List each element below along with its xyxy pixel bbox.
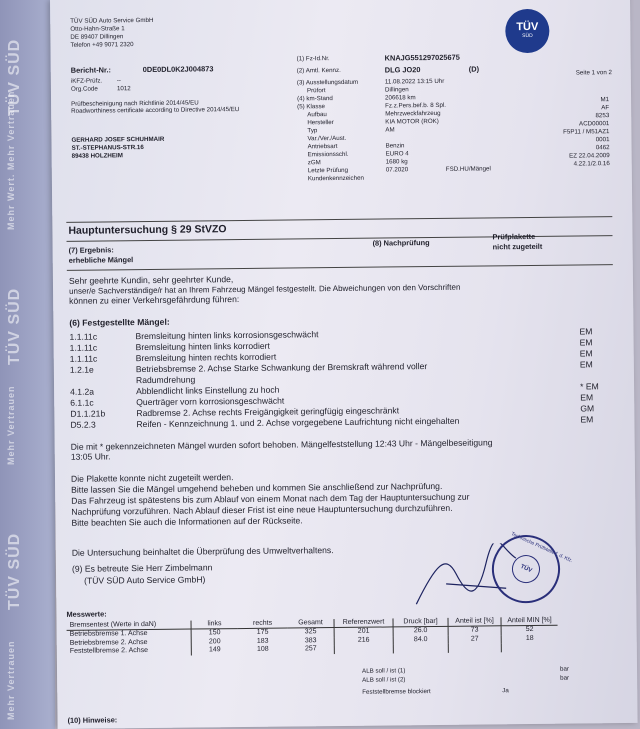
table-cell: 108	[256, 645, 269, 654]
sticker-label: Prüfplakette	[492, 231, 536, 242]
watermark-text: TÜV SÜD	[6, 532, 23, 610]
body-code: AF	[601, 104, 610, 112]
table-cell: 201	[334, 627, 393, 637]
table-cell: 52	[525, 626, 534, 634]
column-header: rechts	[238, 620, 288, 629]
logo-text: TÜV	[516, 20, 539, 34]
vehicle-maker: KIA MOTOR (ROK)	[385, 117, 439, 126]
result-label: (7) Ergebnis:	[68, 245, 114, 255]
inspection-title: Hauptuntersuchung § 29 StVZO	[68, 223, 227, 237]
sticker-note: Nachprüfung vorzuführen. Nach Ablauf dieser Frist ist eine neue Hauptuntersuchung durchzuführen.	[71, 502, 453, 517]
table-cell: 150	[208, 629, 221, 637]
intro-line: Sehr geehrte Kundin, sehr geehrter Kunde,	[68, 274, 234, 286]
defect-severity: GM	[580, 403, 595, 414]
vehicle-label-plate: (2) Amtl. Kennz.	[296, 66, 341, 75]
watermark-text: Mehr Vertrauen	[6, 385, 16, 465]
vehicle-label-place: Prüfort	[306, 87, 326, 95]
defect-text: Bremsleitung hinten rechts korrodiert	[135, 351, 277, 364]
column-header: Anteil MIN [%]	[501, 617, 558, 626]
brake-measurements-table	[67, 617, 558, 657]
defect-text: Radumdrehung	[135, 374, 196, 386]
defect-text: Bremsleitung hinten links korrosionsgeschwächt	[135, 329, 319, 342]
vehicle-label-customer: Kundenkennzeichen	[307, 174, 364, 183]
table-cell: Betriebsbremse 1. Achse	[67, 629, 192, 639]
watermark-text: Mehr Wert. Mehr Vertrauen	[6, 90, 16, 230]
column-header: links	[191, 620, 238, 629]
notes-label: (10) Hinweise:	[67, 715, 118, 725]
table-cell: 216	[334, 636, 393, 645]
divider	[67, 264, 613, 271]
ikfz-value: --	[116, 77, 122, 85]
issuer-street: Otto-Hahn-Straße 1	[70, 25, 125, 33]
table-cell: 73	[448, 626, 501, 635]
reinspection-label: (8) Nachprüfung	[372, 238, 430, 248]
software-version: 4.22.1/2.0.16	[573, 160, 610, 168]
defect-text: Betriebsbremse 2. Achse Starke Schwankung der Bremskraft während voller	[135, 361, 428, 375]
parking-brake-label: Feststellbremse blockiert	[362, 688, 431, 696]
bar-unit: bar	[560, 674, 570, 682]
intro-line: unser/e Sachverständige/r hat an Ihrem Fahrzeug Mängel festgestellt. Die Abweichungen von den Vorschriften	[69, 282, 461, 296]
column-header: Referenzwert	[334, 618, 393, 628]
parking-brake-value: Ja	[502, 687, 509, 695]
defect-text: Querträger vorn korrosionsgeschwächt	[136, 395, 285, 408]
owner-street: ST.-STEPHANUS-STR.16	[71, 144, 144, 152]
column-header: Druck [bar]	[393, 618, 448, 627]
vehicle-label-km: (4) km-Stand	[297, 95, 333, 103]
defect-severity: EM	[579, 337, 593, 348]
table-cell	[501, 643, 558, 652]
vehicle-class: Fz.z.Pers.bef.b. 8 Spl.	[385, 101, 447, 110]
defect-text: Reifen - Kennzeichnung 1. und 2. Achse vorgegebene Laufrichtung nicht eingehalten	[136, 415, 460, 430]
defect-severity: EM	[580, 392, 594, 403]
vehicle-drive: Benzin	[385, 142, 405, 150]
issuer-phone: Telefon +49 9071 2320	[70, 41, 134, 49]
table-cell	[448, 644, 501, 653]
column-header: Gesamt	[288, 619, 335, 628]
alb-line-1: ALB soll / ist (1)	[362, 667, 406, 675]
table-cell: 183	[256, 637, 269, 645]
directive-de: Prüfbescheinigung nach Richtlinie 2014/45/EU	[71, 99, 199, 108]
vehicle-label-type: Typ	[307, 127, 318, 135]
table-cell: 26.0	[393, 627, 448, 636]
defect-code: 1.1.11c	[69, 342, 98, 353]
defect-text: Radbremse 2. Achse rechts Freigängigkeit geringfügig eingeschränkt	[136, 405, 400, 419]
defect-code: 6.1.1c	[70, 397, 94, 408]
table-cell	[393, 644, 448, 653]
star-note: 13:05 Uhr.	[70, 451, 111, 462]
defect-code: 4.1.2a	[70, 386, 95, 397]
vehicle-label-date: (3) Ausstellungsdatum	[296, 78, 359, 87]
defect-code: D5.2.3	[70, 419, 96, 430]
sticker-status: nicht zugeteilt	[492, 241, 543, 252]
stamp-center: TÜV	[507, 551, 544, 588]
variant-code: F5P11 / M51AZ1	[563, 128, 610, 136]
vehicle-type: AM	[385, 126, 395, 134]
watermark-text: Mehr Vertrauen	[6, 640, 16, 720]
defect-text: Abblendlicht links Einstellung zu hoch	[136, 384, 280, 397]
defect-severity: * EM	[580, 381, 599, 392]
table-cell: 27	[448, 635, 501, 644]
vehicle-fsd: FSD.HU/Mängel	[445, 165, 491, 173]
vehicle-label-emission: Emissionsschl.	[307, 150, 349, 159]
column-header: Anteil ist [%]	[448, 617, 501, 626]
star-note: Die mit * gekennzeichneten Mängel wurden sofort behoben. Mängelfeststellung 12:43 Uhr - Mängelbeseitigung	[70, 437, 493, 452]
vehicle-plate: DLG JO20	[384, 65, 421, 75]
watermark-text: TÜV SÜD	[6, 38, 23, 116]
vehicle-last-test: 07.2020	[385, 166, 409, 174]
org-code-label: Org.Code	[70, 85, 98, 93]
defect-code: 1.1.11c	[69, 353, 98, 364]
vehicle-label-body: Aufbau	[307, 111, 327, 119]
defect-text: Bremsleitung hinten links korrodiert	[135, 340, 270, 353]
vehicle-body: Mehrzweckfahrzeug	[385, 109, 441, 118]
table-cell: 257	[288, 645, 335, 654]
divider	[66, 216, 612, 223]
page-number: Seite 1 von 2	[575, 69, 612, 77]
vehicle-label-drive: Antriebsart	[307, 142, 338, 151]
defect-code: D1.1.21b	[70, 408, 106, 419]
environment-note: Die Untersuchung beinhaltet die Überprüfung des Umweltverhaltens.	[71, 545, 334, 558]
vehicle-label-maker: Hersteller	[307, 119, 334, 127]
examiner-line: (9) Es betreute Sie Herr Zimbelmann	[71, 562, 213, 574]
examiner-company: (TÜV SÜD Auto Service GmbH)	[84, 574, 206, 586]
vehicle-d-label: (D)	[468, 64, 480, 74]
issuer-name: TÜV SÜD Auto Service GmbH	[70, 16, 154, 25]
vehicle-label-weight: zGM	[307, 159, 321, 167]
sticker-note: Die Plakette konnte nicht zugeteilt werden.	[70, 472, 234, 484]
table-cell: 149	[208, 646, 221, 654]
vehicle-label-variant: Var./Ver./Aust.	[307, 134, 347, 143]
org-code-value: 1012	[116, 85, 131, 93]
vehicle-label-class: (5) Klasse	[297, 103, 326, 111]
issuer-city: DE 89407 Dillingen	[70, 33, 124, 41]
sticker-note: Das Fahrzeug ist spätestens bis zum Ablauf von einem Monat nach dem Tag der Hauptuntersuchung zur	[71, 491, 470, 506]
defect-severity: EM	[579, 326, 593, 337]
table-cell: Betriebsbremse 2. Achse	[67, 638, 192, 648]
column-header: Bremsentest (Werte in daN)	[67, 621, 192, 631]
defect-code: 1.1.11c	[69, 331, 98, 342]
bar-unit: bar	[559, 665, 570, 673]
owner-name: GERHARD JOSEF SCHUHMAIR	[71, 135, 165, 144]
type-code: ACD00001	[579, 120, 610, 128]
measurements-label: Messwerte:	[66, 609, 107, 619]
alb-line-2: ALB soll / ist (2)	[362, 676, 406, 684]
table-cell: Feststellbremse 2. Achse	[67, 647, 192, 657]
tuv-logo	[505, 9, 549, 53]
defects-label: (6) Festgestellte Mängel:	[69, 316, 170, 328]
table-cell: 200	[208, 638, 221, 646]
first-registration: EZ 22.04.2009	[569, 152, 610, 160]
ikfz-label: iKFZ-Prüfz.	[70, 77, 103, 85]
table-cell: 383	[288, 637, 335, 646]
maker-code: 8253	[595, 112, 610, 120]
table-cell: 325	[288, 628, 335, 637]
emission-code: 0462	[595, 144, 610, 152]
directive-en: Roadworthiness certificate according to Directive 2014/45/EU	[71, 106, 240, 115]
owner-city: 89438 HOLZHEIM	[71, 152, 123, 160]
defect-severity: EM	[579, 359, 593, 370]
vehicle-place: Dillingen	[384, 86, 409, 94]
inspection-report-page	[50, 0, 638, 729]
class-code: M1	[600, 96, 610, 104]
intro-line: können zu einer Verkehrsgefährdung führen:	[69, 294, 240, 306]
defect-severity: EM	[579, 348, 593, 359]
vehicle-km: 206618 km	[385, 94, 416, 102]
result-value: erhebliche Mängel	[68, 255, 134, 265]
table-cell: 175	[256, 629, 269, 637]
drive-code: 0001	[595, 136, 610, 144]
logo-subtext: SÜD	[522, 32, 533, 40]
table-cell: 18	[525, 634, 534, 642]
report-number: 0DE0DL0K2J004873	[142, 64, 214, 75]
sticker-note: Bitte beachten Sie auch die Informationen auf der Rückseite.	[71, 515, 303, 528]
defect-code: 1.2.1e	[69, 364, 94, 375]
vehicle-label-last-test: Letzte Prüfung	[307, 166, 349, 175]
vehicle-emission: EURO 4	[385, 150, 409, 158]
report-number-label: Bericht-Nr.:	[70, 65, 112, 75]
sticker-note: Bitte lassen Sie die Mängel umgehend beheben und kommen Sie anschließend zur Nachprüfung.	[71, 480, 443, 495]
defect-severity: EM	[580, 414, 594, 425]
vehicle-vin: KNAJG551297025675	[384, 52, 460, 63]
stamp-text: Technische Prüfstelle f. d. Kfz.	[509, 531, 574, 565]
vehicle-weight: 1680 kg	[385, 158, 408, 166]
watermark-text: TÜV SÜD	[6, 287, 23, 365]
vehicle-date: 11.08.2022 13:15 Uhr	[384, 77, 445, 86]
vehicle-label-vin: (1) Fz-Id.Nr.	[296, 55, 330, 63]
table-cell	[334, 645, 393, 654]
table-cell: 84.0	[393, 636, 448, 645]
